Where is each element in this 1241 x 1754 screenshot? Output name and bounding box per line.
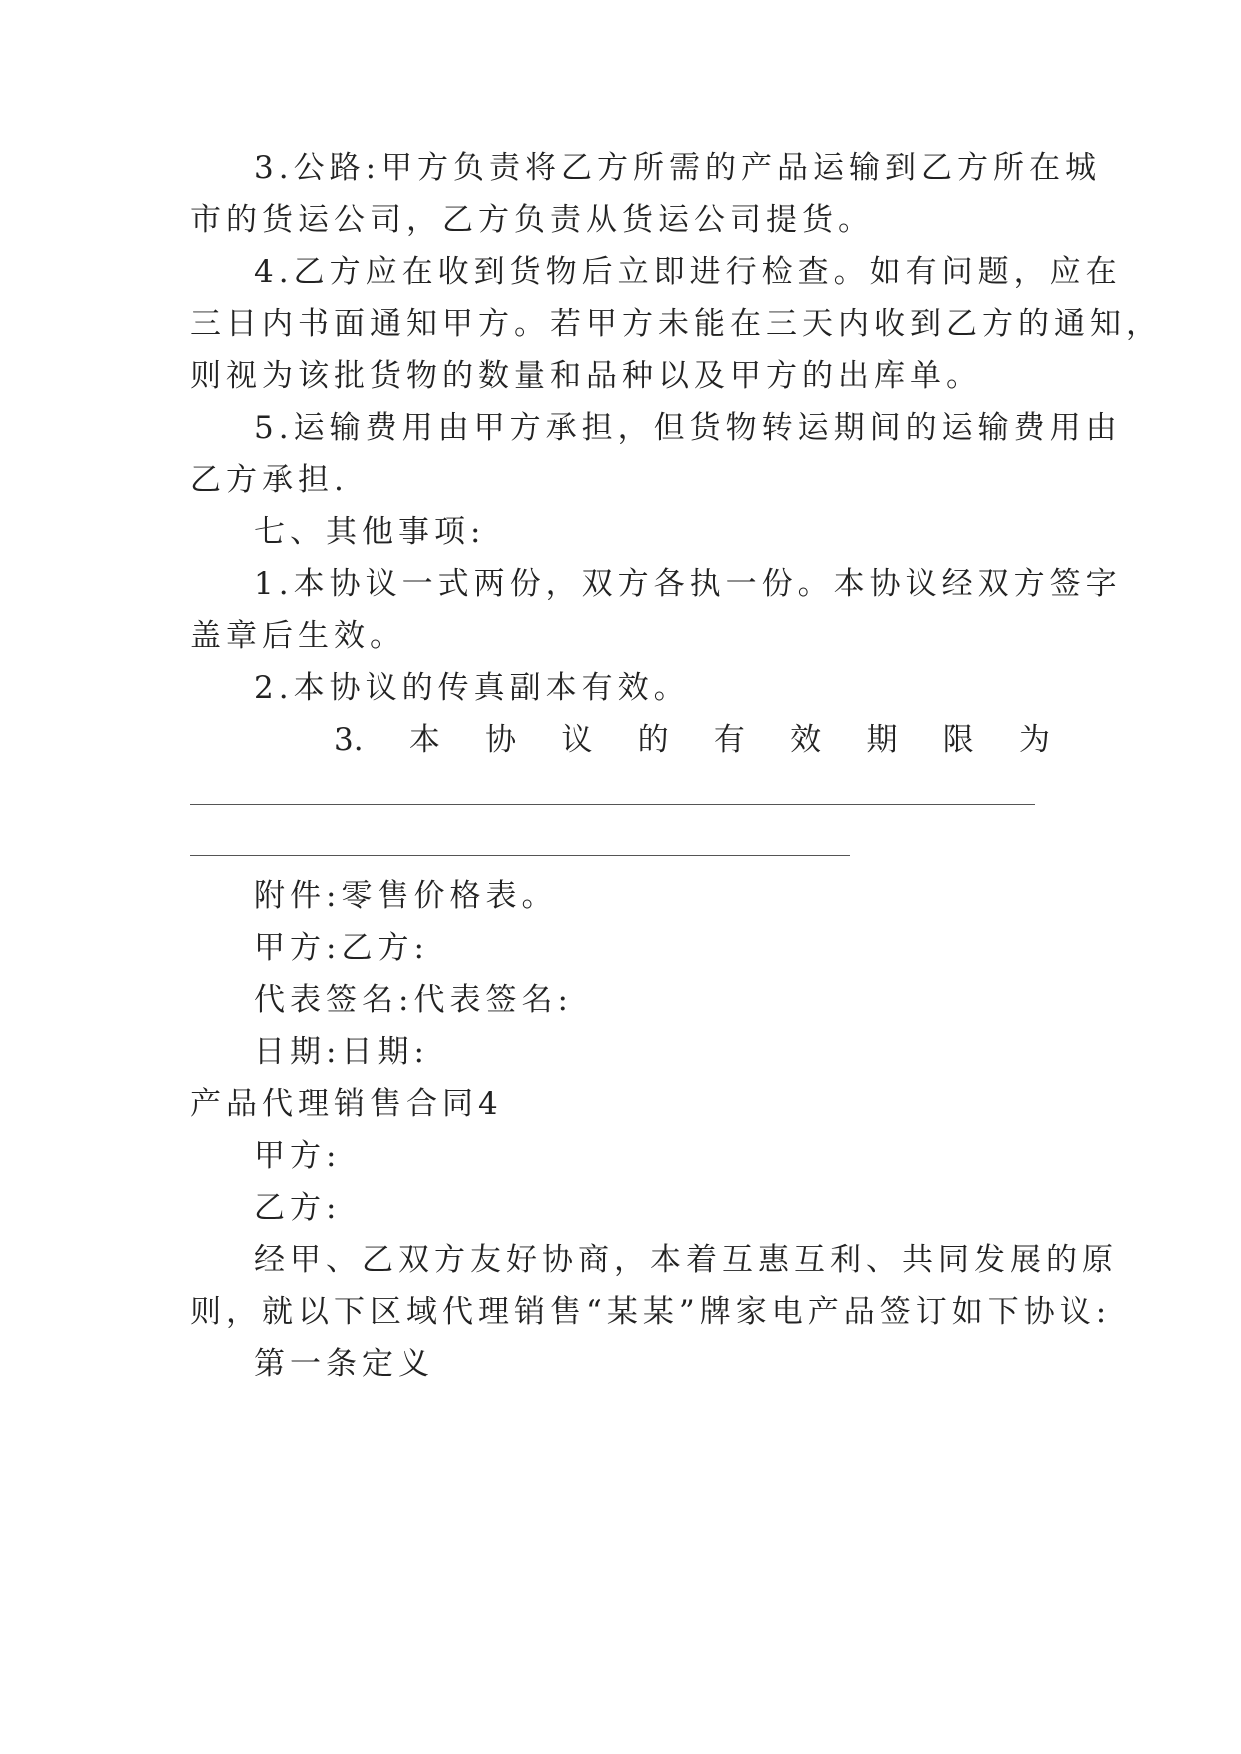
clause-4-line-2: 三日内书面通知甲方。若甲方未能在三天内收到乙方的通知， bbox=[190, 306, 1162, 342]
party-b-line: 乙方: bbox=[254, 1190, 342, 1226]
clause-3-line-1: 3.公路:甲方负责将乙方所需的产品运输到乙方所在城 bbox=[254, 150, 1102, 186]
validity-token: 3. bbox=[334, 722, 364, 758]
validity-token: 限 bbox=[942, 722, 974, 758]
representative-signature-line: 代表签名:代表签名: bbox=[254, 982, 573, 1018]
validity-token: 协 bbox=[485, 722, 517, 758]
preamble-line-1: 经甲、乙双方友好协商，本着互惠互利、共同发展的原 bbox=[254, 1242, 1118, 1278]
fill-in-blank-line-2 bbox=[190, 855, 850, 856]
validity-token: 议 bbox=[561, 722, 593, 758]
clause-4-line-1: 4.乙方应在收到货物后立即进行检查。如有问题，应在 bbox=[254, 254, 1122, 290]
party-signature-line: 甲方:乙方: bbox=[254, 930, 429, 966]
party-a-line: 甲方: bbox=[254, 1138, 342, 1174]
clause-4-line-3: 则视为该批货物的数量和品种以及甲方的出库单。 bbox=[190, 358, 982, 394]
validity-token: 为 bbox=[1018, 722, 1050, 758]
preamble-line-2: 则，就以下区域代理销售“某某”牌家电产品签订如下协议: bbox=[190, 1294, 1112, 1330]
other-item-3-validity bbox=[334, 718, 1050, 762]
validity-token: 本 bbox=[408, 722, 440, 758]
fill-in-blank-line-1 bbox=[190, 804, 1035, 805]
validity-token: 期 bbox=[866, 722, 898, 758]
date-line: 日期:日期: bbox=[254, 1034, 429, 1070]
attachment-line: 附件:零售价格表。 bbox=[254, 878, 558, 914]
clause-3-line-2: 市的货运公司，乙方负责从货运公司提货。 bbox=[190, 202, 874, 238]
clause-5-line-2: 乙方承担. bbox=[190, 462, 349, 498]
section-7-heading: 七、其他事项: bbox=[254, 514, 486, 550]
validity-token: 有 bbox=[713, 722, 745, 758]
validity-token: 效 bbox=[790, 722, 822, 758]
other-item-2: 2.本协议的传真副本有效。 bbox=[254, 670, 690, 706]
validity-token: 的 bbox=[637, 722, 669, 758]
article-1-heading: 第一条定义 bbox=[254, 1346, 434, 1382]
clause-5-line-1: 5.运输费用由甲方承担，但货物转运期间的运输费用由 bbox=[254, 410, 1122, 446]
contract-title: 产品代理销售合同4 bbox=[190, 1086, 503, 1122]
other-item-1-line-1: 1.本协议一式两份，双方各执一份。本协议经双方签字 bbox=[254, 566, 1122, 602]
other-item-1-line-2: 盖章后生效。 bbox=[190, 618, 406, 654]
